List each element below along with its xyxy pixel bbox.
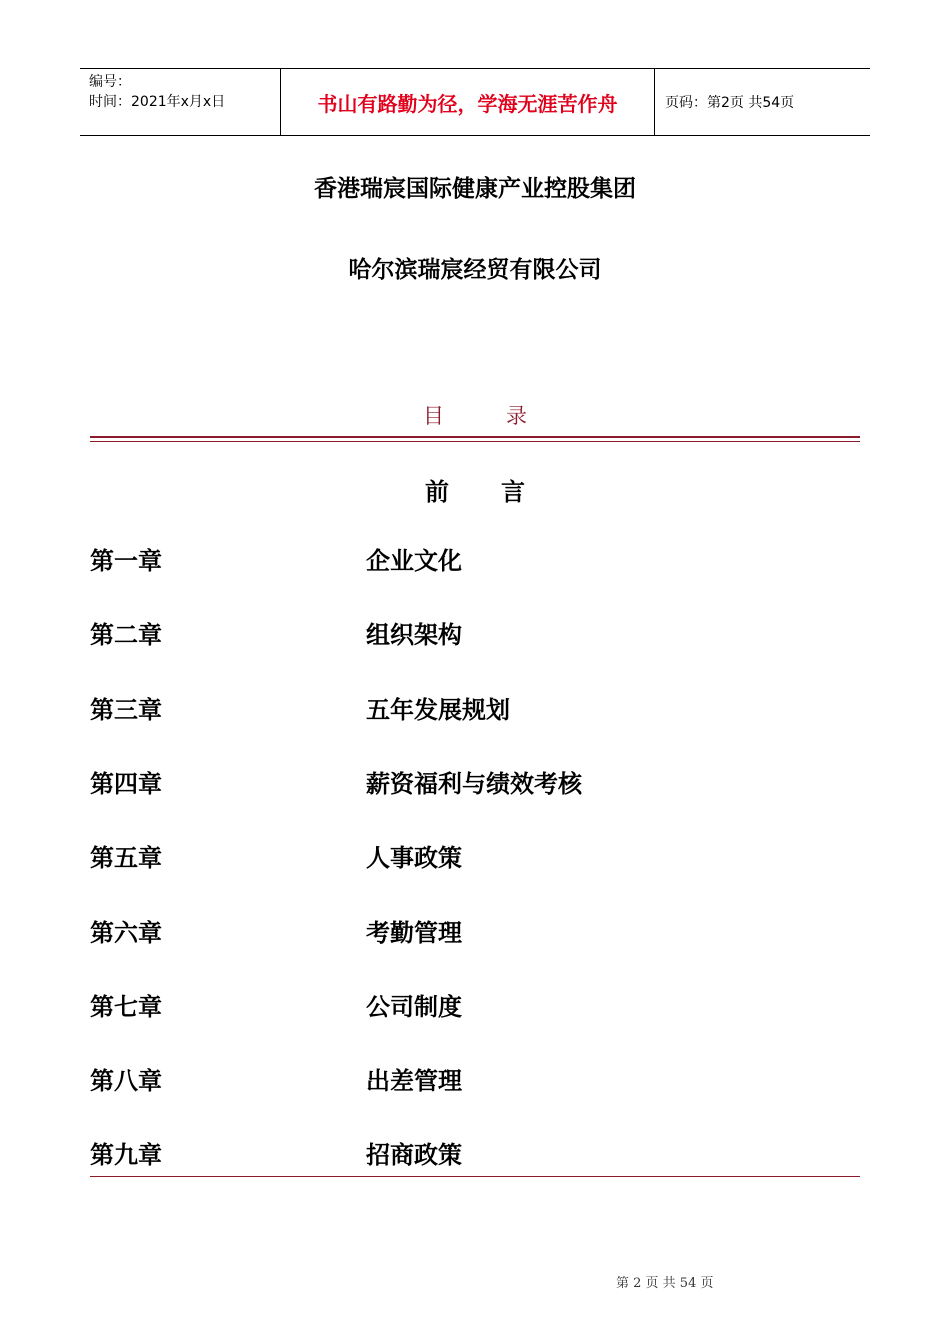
header-motto-cell [281,69,655,135]
toc-chapter-title: 考勤管理 [366,919,462,947]
toc-heading-divider [90,436,860,442]
toc-chapter-title: 组织架构 [366,621,462,649]
toc-chapter-title: 五年发展规划 [366,696,510,724]
header-motto: 书山有路勤为径，学海无涯苦作舟 [317,91,618,116]
toc-chapter-number: 第一章 [90,547,162,575]
toc-entry[interactable] [90,615,860,651]
toc-chapter-title: 出差管理 [366,1067,462,1095]
document-number-label: 编号： [89,74,131,90]
toc-chapter-number: 第五章 [90,844,162,872]
toc-chapter-title: 人事政策 [366,844,462,872]
toc-chapter-title: 公司制度 [366,993,462,1021]
toc-entry[interactable] [90,764,860,800]
toc-entry[interactable] [90,690,860,726]
toc-chapter-number: 第九章 [90,1141,162,1169]
toc-chapter-number: 第四章 [90,770,162,798]
page-footer: 第 2 页 共 54 页 [616,1276,714,1291]
toc-chapter-number: 第二章 [90,621,162,649]
toc-entry[interactable] [90,1135,860,1171]
toc-chapter-number: 第三章 [90,696,162,724]
toc-bottom-divider [90,1176,860,1177]
page-header [80,68,870,136]
toc-chapter-title: 招商政策 [366,1141,462,1169]
toc-heading: 目录 [423,404,589,428]
document-date-label: 时间：2021年x月x日 [89,94,226,110]
group-title: 香港瑞宸国际健康产业控股集团 [314,176,636,202]
toc-preface: 前言 [425,478,577,506]
toc-entry[interactable] [90,838,860,874]
toc-entry[interactable] [90,1061,860,1097]
toc-entry[interactable] [90,987,860,1023]
toc-chapter-number: 第六章 [90,919,162,947]
company-title: 哈尔滨瑞宸经贸有限公司 [348,257,602,283]
header-meta-cell [80,69,281,135]
toc-chapter-number: 第七章 [90,993,162,1021]
header-page-cell [655,69,870,135]
toc-chapter-number: 第八章 [90,1067,162,1095]
toc-chapter-title: 薪资福利与绩效考核 [366,770,582,798]
toc-entry[interactable] [90,541,860,577]
toc-chapter-title: 企业文化 [366,547,462,575]
header-page-info: 页码：第2页 共54页 [665,95,795,111]
toc-entry[interactable] [90,913,860,949]
